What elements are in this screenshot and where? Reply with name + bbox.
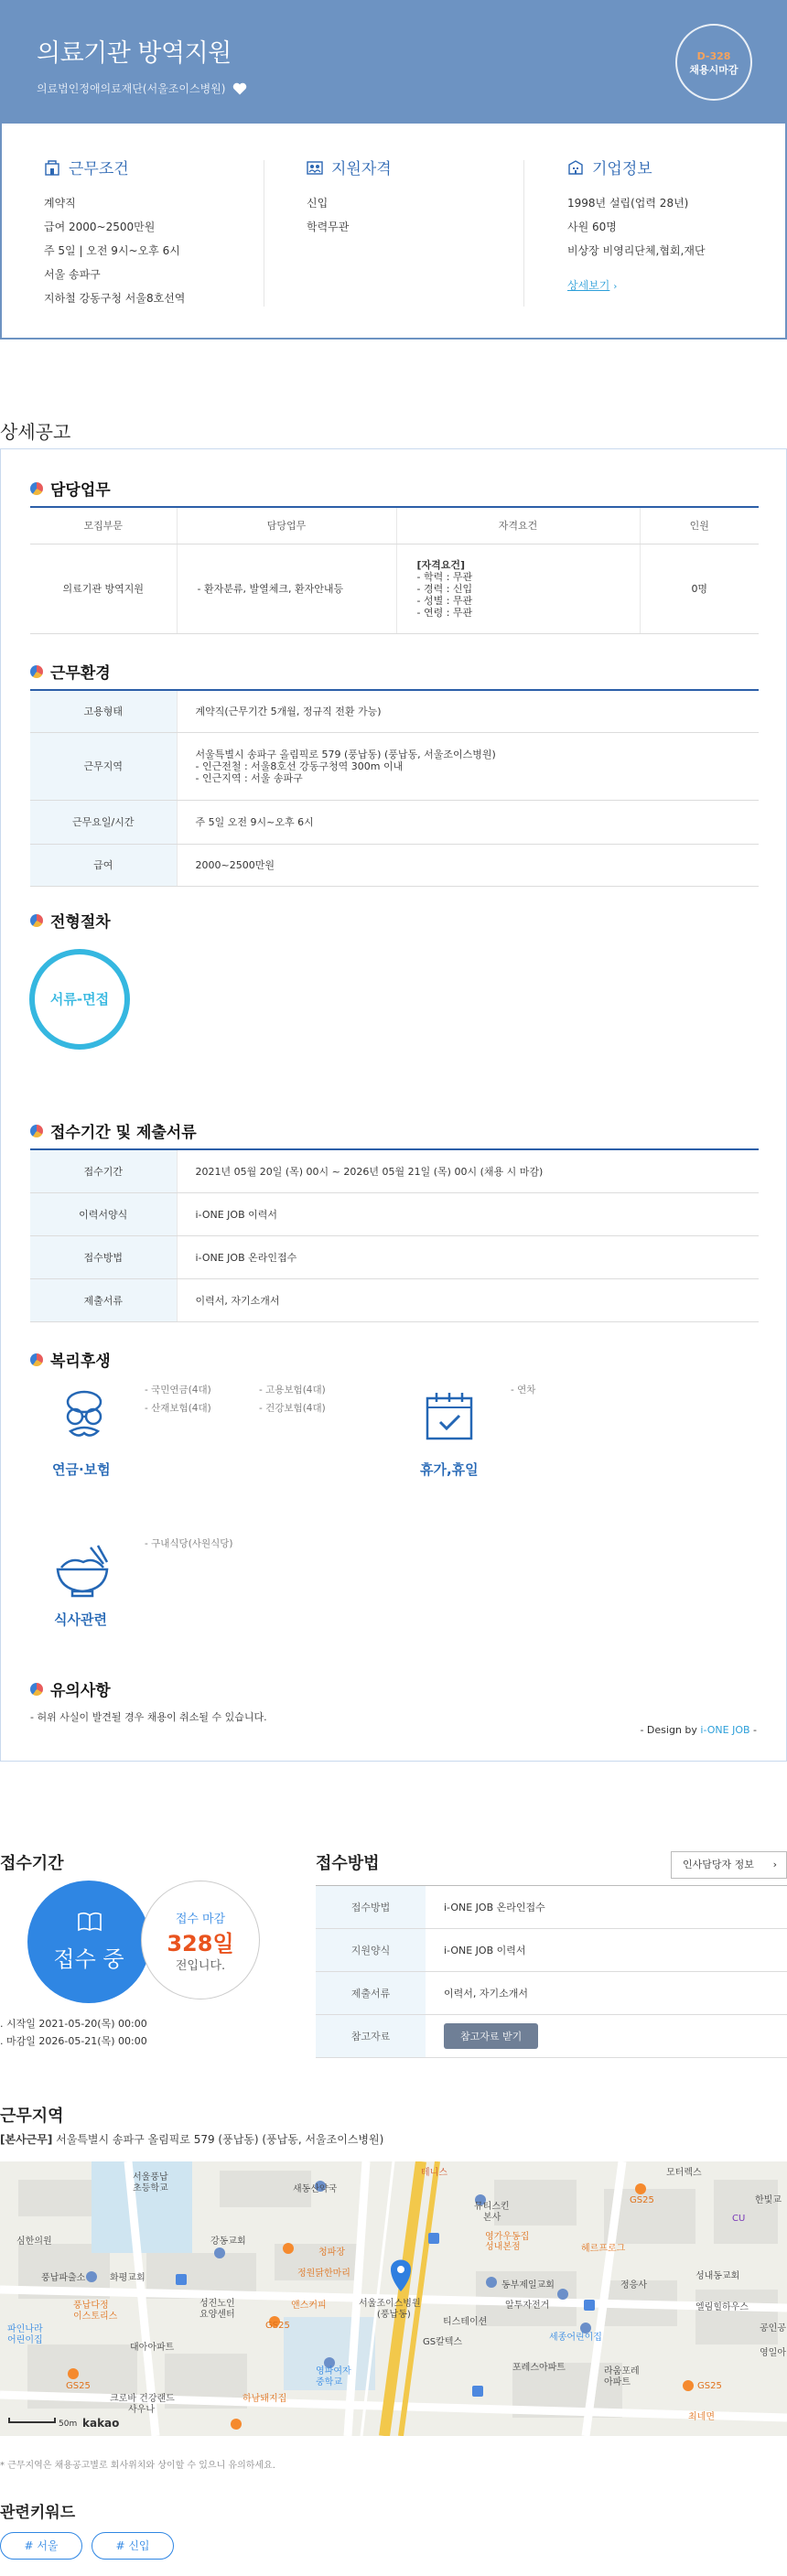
- book-icon: [78, 1912, 102, 1932]
- deadline-label: 접수 마감: [175, 1913, 226, 1926]
- environment-key: 고용형태: [30, 690, 177, 732]
- environment-key: 근무지역: [30, 732, 177, 800]
- deadline-suffix: 전입니다.: [175, 1959, 226, 1973]
- map-label: 하남돼지집: [243, 2394, 287, 2404]
- start-date: . 시작일 2021-05-20(목) 00:00: [0, 2018, 147, 2030]
- condition-line: 지하철 강동구청 서울8호선역: [44, 292, 186, 305]
- environment-value: 2000~2500만원: [177, 844, 759, 886]
- company-info-line: 1998년 설립(업력 28년): [567, 197, 689, 210]
- caution-heading-label: 유의사항: [50, 1682, 111, 1700]
- design-credit: [640, 1724, 757, 1736]
- benefit-meal-name: 식사관련: [54, 1611, 107, 1628]
- duty-col-header: 자격요건: [396, 507, 640, 544]
- requirement-line: - 학력 : 무관: [416, 570, 473, 583]
- map-label: 크로바 건강랜드: [110, 2394, 175, 2404]
- map-label: GS25: [265, 2321, 290, 2331]
- submission-value: i-ONE JOB 이력서: [177, 1192, 759, 1235]
- map-label: GS칼텍스: [423, 2337, 463, 2347]
- requirement-line: - 성별 : 무관: [416, 594, 473, 607]
- map-label: 중학교: [316, 2377, 342, 2387]
- design-brand[interactable]: i-ONE JOB: [700, 1724, 750, 1736]
- environment-heading: [30, 660, 111, 683]
- map-label: 정응사: [620, 2280, 647, 2290]
- environment-heading-label: 근무환경: [50, 664, 111, 683]
- map-label: 앤스커피: [291, 2301, 327, 2311]
- dday-badge: [675, 24, 752, 101]
- company-name[interactable]: 의료법인정애의료재단(서울조이스병원): [37, 82, 226, 95]
- table-row: [316, 1886, 787, 1929]
- submission-value: 2021년 05월 20일 (목) 00시 ~ 2026년 05월 21일 (목) 00시 (채용 시 마감): [177, 1149, 759, 1192]
- map-label: 영가우동집: [485, 2232, 530, 2242]
- table-row: [316, 1972, 787, 2015]
- requirements-title: [자격요건]: [416, 558, 466, 571]
- map-label: 서울풍납: [133, 2172, 168, 2183]
- submission-heading-label: 접수기간 및 제출서류: [50, 1124, 197, 1142]
- apply-value: 이력서, 자기소개서: [426, 1972, 787, 2015]
- conditions-heading: [44, 156, 185, 178]
- apply-value: i-ONE JOB 온라인접수: [426, 1886, 787, 1929]
- start-date-text: 시작일 2021-05-20(목) 00:00: [6, 2018, 147, 2030]
- location-tag: [본사근무]: [0, 2133, 53, 2146]
- map-label: CU: [732, 2214, 746, 2224]
- map-scale: 50m: [59, 2420, 78, 2429]
- map-label: 세종어린이집: [549, 2333, 602, 2343]
- apply-title: 접수방법: [316, 1854, 380, 1873]
- heart-icon[interactable]: [232, 82, 247, 95]
- apply-key: 제출서류: [316, 1972, 426, 2015]
- duty-requirements: [396, 544, 640, 633]
- calendar-icon: [422, 1389, 477, 1446]
- duty-heading: [30, 477, 111, 500]
- map-label: 초등학교: [133, 2183, 168, 2193]
- map-label: GS25: [66, 2381, 91, 2391]
- company-icon: [567, 159, 584, 176]
- caution-text: - 허위 사실이 발견될 경우 채용이 취소될 수 있습니다.: [30, 1711, 267, 1723]
- apply-status-circle: [27, 1881, 150, 2003]
- benefit-item: - 구내식당(사원식당): [145, 1538, 233, 1549]
- map-label: 풍납다정: [73, 2301, 109, 2311]
- map-label: 강동교회: [210, 2236, 246, 2247]
- bullet-dot-icon: [30, 1353, 43, 1366]
- benefit-item: - 연차: [511, 1385, 536, 1396]
- submission-key: 이력서양식: [30, 1192, 177, 1235]
- map-label: GS25: [630, 2195, 654, 2205]
- submission-key: 접수기간: [30, 1149, 177, 1192]
- map-label: 사우나: [128, 2405, 155, 2415]
- map-label: 풍납파출소: [41, 2273, 86, 2283]
- apply-key: 지원양식: [316, 1929, 426, 1972]
- map-label: 알투자전거: [505, 2301, 550, 2311]
- end-date: . 마감일 2026-05-21(목) 00:00: [0, 2035, 147, 2047]
- conditions-column: [44, 156, 185, 310]
- location-map[interactable]: [0, 2161, 787, 2436]
- duty-col-header: 담당업무: [177, 507, 396, 544]
- benefit-pension-items: [259, 1381, 326, 1417]
- map-label: 라움포레: [604, 2366, 640, 2377]
- divider: [523, 160, 524, 307]
- bullet-dot-icon: [30, 1683, 43, 1696]
- apply-value: [426, 2015, 787, 2058]
- map-brand: kakao: [82, 2417, 120, 2430]
- detail-box: [0, 448, 787, 1762]
- map-label: 테니스: [421, 2168, 447, 2178]
- company-info-heading-label: 기업정보: [592, 160, 652, 178]
- condition-line: 급여 2000~2500만원: [44, 221, 156, 233]
- table-row: [30, 732, 759, 800]
- company-info-line: 사원 60명: [567, 221, 617, 233]
- map-label: 포레스아파트: [512, 2363, 566, 2373]
- benefit-item: - 국민연금(4대): [145, 1385, 211, 1396]
- map-label: 영일아: [760, 2348, 786, 2358]
- environment-value: 주 5일 오전 9시~오후 6시: [177, 800, 759, 844]
- duty-col-header: 인원: [640, 507, 759, 544]
- deadline-days: 328일: [167, 1931, 234, 1956]
- process-step-circle: 서류-면접: [29, 949, 130, 1050]
- chevron-right-icon: ›: [613, 282, 618, 292]
- qualification-heading-label: 지원자격: [331, 160, 392, 178]
- duty-count: 0명: [640, 544, 759, 633]
- duty-division: 의료기관 방역지원: [30, 544, 177, 633]
- qualification-heading: [307, 156, 392, 178]
- map-label: 뮤티스킨: [474, 2202, 510, 2212]
- map-label: 청파장: [318, 2247, 345, 2258]
- map-label: GS25: [697, 2381, 722, 2391]
- qualification-line: 학력무관: [307, 221, 350, 233]
- benefit-item: - 산재보험(4대): [145, 1403, 211, 1414]
- map-label: 요양센터: [199, 2310, 235, 2320]
- map-caption: * 근무지역은 채용공고별로 회사위치와 상이할 수 있으니 유의하세요.: [0, 2461, 275, 2471]
- benefits-heading: [30, 1348, 111, 1371]
- submission-key: 제출서류: [30, 1278, 177, 1321]
- map-label: 한빛교: [755, 2195, 782, 2205]
- map-label: 동부제일교회: [501, 2280, 555, 2290]
- environment-table: [30, 689, 759, 887]
- table-row: [30, 544, 759, 633]
- company-info-column: [567, 156, 706, 293]
- dday-count: D-328: [696, 50, 731, 62]
- table-row: [30, 1278, 759, 1321]
- map-label: 성내동교회: [695, 2271, 740, 2281]
- job-title: 의료기관 방역지원: [37, 39, 232, 68]
- map-label: 정원닭한마리: [297, 2269, 350, 2279]
- duty-col-header: 모집부문: [30, 507, 177, 544]
- benefit-meal-items: [145, 1535, 232, 1553]
- design-prefix: - Design by: [640, 1724, 701, 1736]
- map-label: 아파트: [604, 2377, 631, 2387]
- map-label: 본사: [483, 2213, 501, 2223]
- map-label: 공인공: [760, 2323, 786, 2333]
- condition-line: 계약직: [44, 197, 76, 210]
- keyword-tag[interactable]: # 신입: [92, 2532, 174, 2560]
- table-row: [30, 844, 759, 886]
- qualification-column: [307, 156, 392, 239]
- environment-key: 급여: [30, 844, 177, 886]
- apply-value: i-ONE JOB 이력서: [426, 1929, 787, 1972]
- table-row: [30, 1149, 759, 1192]
- bullet-dot-icon: [30, 1125, 43, 1137]
- building-icon: [44, 159, 60, 176]
- map-label: 모터렉스: [666, 2168, 702, 2178]
- map-label: 성진노인: [199, 2299, 235, 2309]
- company-info-heading: [567, 156, 706, 178]
- map-label: 파인나라: [7, 2324, 43, 2334]
- dday-status: 채용시마감: [689, 64, 738, 76]
- detail-section-title: 상세공고: [0, 421, 71, 443]
- table-row: [30, 800, 759, 844]
- map-label: 티스테이션: [443, 2317, 488, 2327]
- benefit-item: - 건강보험(4대): [259, 1403, 326, 1414]
- apply-status: 접수 중: [53, 1946, 124, 1972]
- submission-key: 접수방법: [30, 1235, 177, 1278]
- requirement-line: - 경력 : 신입: [416, 582, 473, 595]
- chevron-right-icon: ›: [772, 1859, 777, 1870]
- map-label: 영파여자: [316, 2366, 351, 2377]
- environment-key: 근무요일/시간: [30, 800, 177, 844]
- table-row: [30, 1192, 759, 1235]
- benefit-item: - 고용보험(4대): [259, 1385, 326, 1396]
- duty-heading-label: 담당업무: [50, 481, 111, 500]
- apply-table: [316, 1885, 787, 2058]
- duty-task: - 환자분류, 발열체크, 환자안내등: [177, 544, 396, 633]
- map-label: (풍납동): [377, 2310, 411, 2320]
- bullet-dot-icon: [30, 482, 43, 495]
- hr-contact-button[interactable]: [671, 1851, 787, 1879]
- map-label: 엘림힐하우스: [695, 2302, 749, 2312]
- rice-bowl-icon: [52, 1544, 113, 1601]
- job-header: [0, 0, 787, 124]
- condition-line: 주 5일 | 오전 9시~오후 6시: [44, 244, 180, 257]
- map-label: 심한의원: [16, 2236, 52, 2247]
- design-suffix: -: [749, 1724, 757, 1736]
- caution-heading: [30, 1677, 111, 1700]
- location-address-text: 서울특별시 송파구 올림픽로 579 (풍납동) (풍납동, 서울조이스병원): [52, 2133, 384, 2146]
- requirement-line: - 연령 : 무관: [416, 606, 473, 619]
- conditions-heading-label: 근무조건: [69, 160, 129, 178]
- download-reference-button[interactable]: 참고자료 받기: [444, 2023, 538, 2049]
- apply-key: 접수방법: [316, 1886, 426, 1929]
- summary-box: [0, 124, 787, 340]
- nearby-station: - 인근전철 : 서울8호선 강동구청역 300m 이내: [195, 760, 404, 772]
- nearby-area: - 인근지역 : 서울 송파구: [195, 771, 303, 784]
- submission-value: 이력서, 자기소개서: [177, 1278, 759, 1321]
- table-row: [30, 690, 759, 732]
- benefit-vacation-name: 휴가,휴일: [420, 1461, 479, 1478]
- location-address: 서울특별시 송파구 올림픽로 579 (풍납동) (풍납동, 서울조이스병원): [195, 748, 496, 760]
- company-info-line: 비상장 비영리단체,협회,재단: [567, 244, 706, 257]
- benefit-vacation-items: [511, 1381, 535, 1399]
- map-label: 서울조이스병원: [359, 2299, 421, 2309]
- keywords-title: 관련키워드: [0, 2504, 76, 2522]
- map-label: 새동산약국: [293, 2184, 338, 2194]
- grandpa-icon: [52, 1389, 116, 1446]
- end-date-text: 마감일 2026-05-21(목) 00:00: [6, 2035, 147, 2047]
- map-label: 화평교회: [110, 2273, 146, 2283]
- period-title: 접수기간: [0, 1854, 64, 1873]
- map-label: 최네면: [688, 2412, 715, 2422]
- company-name-row: [37, 81, 247, 96]
- qualification-line: 신입: [307, 197, 329, 210]
- benefits-heading-label: 복리후생: [50, 1353, 111, 1371]
- benefit-pension-name: 연금·보험: [52, 1461, 111, 1478]
- table-row: [316, 1929, 787, 1972]
- company-detail-link[interactable]: 상세보기: [567, 279, 610, 292]
- map-label: 어린이집: [7, 2335, 43, 2345]
- process-heading: [30, 909, 111, 932]
- deadline-circle: [141, 1881, 260, 1999]
- location-address: [0, 2131, 383, 2147]
- map-label: 이스토리스: [73, 2312, 118, 2322]
- bullet-dot-icon: [30, 914, 43, 927]
- submission-table: [30, 1148, 759, 1322]
- keyword-tag[interactable]: # 서울: [0, 2532, 82, 2560]
- table-row: [30, 1235, 759, 1278]
- map-label: 성내본점: [485, 2242, 521, 2252]
- location-title: 근무지역: [0, 2107, 64, 2126]
- duty-table: [30, 506, 759, 634]
- table-row: [316, 2015, 787, 2058]
- hr-contact-label: 인사담당자 정보: [683, 1859, 754, 1870]
- environment-value: [177, 732, 759, 800]
- map-canvas[interactable]: [0, 2161, 787, 2436]
- environment-value: 계약직(근무기간 5개월, 정규직 전환 가능): [177, 690, 759, 732]
- bullet-dot-icon: [30, 665, 43, 678]
- submission-heading: [30, 1119, 197, 1142]
- map-label: 헤르프로그: [581, 2244, 626, 2254]
- process-heading-label: 전형절차: [50, 913, 111, 932]
- period-dates: [0, 2015, 147, 2050]
- map-label: 대아아파트: [130, 2343, 175, 2353]
- people-icon: [307, 159, 323, 176]
- benefit-pension-items: [145, 1381, 211, 1417]
- submission-value: i-ONE JOB 온라인접수: [177, 1235, 759, 1278]
- apply-key: 참고자료: [316, 2015, 426, 2058]
- condition-line: 서울 송파구: [44, 268, 101, 281]
